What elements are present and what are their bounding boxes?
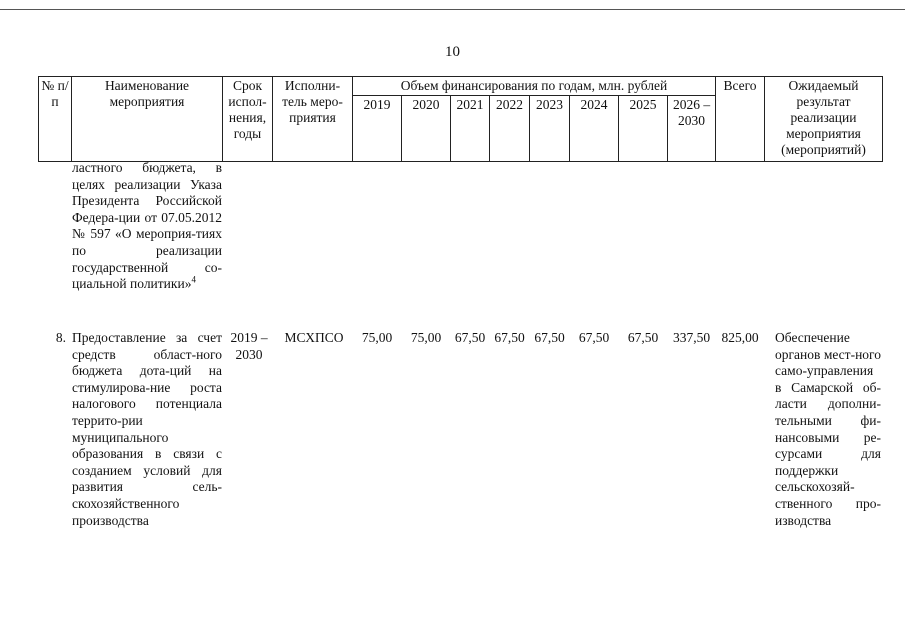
row-value-2019: 75,00 xyxy=(361,330,393,345)
row-value-2023: 67,50 xyxy=(534,330,565,345)
row-name: Предоставление за счет средств област-ного бюджета дота-ций на стимулирова-ние роста налогового потенциала террито-рии муниципального образования в связи с созданием условий для развития сель-скохозяйственного производства xyxy=(72,330,222,528)
header-year: 2023 xyxy=(530,96,570,162)
header-result: Ожидаемый результат реализации мероприятия (мероприятий) xyxy=(765,77,883,162)
header-name: Наименование мероприятия xyxy=(72,77,223,162)
header-executor: Исполни-тель меро-приятия xyxy=(273,77,353,162)
scan-top-line xyxy=(0,9,905,10)
row-executor: МСХПСО xyxy=(284,330,344,345)
row-value-2021: 67,50 xyxy=(454,330,486,345)
row-expected-result: Обеспечение органов мест-ного само-управления в Самарской об-ласти дополни-тельными фи-нансовыми ре-сурсами для поддержки сельскохозяй-ственного про-изводства xyxy=(775,330,881,528)
row-period: 2019 – 2030 xyxy=(230,330,268,362)
row-value-2026-2030: 337,50 xyxy=(672,330,711,345)
continuation-text xyxy=(72,160,222,293)
row-value-2020: 75,00 xyxy=(410,330,442,345)
row-number: 8. xyxy=(55,330,66,345)
table-header xyxy=(38,76,883,162)
page-number: 10 xyxy=(445,44,460,60)
header-num: № п/п xyxy=(39,77,72,162)
header-year: 2021 xyxy=(451,96,490,162)
row-value-total: 825,00 xyxy=(721,330,759,345)
header-year: 2022 xyxy=(490,96,530,162)
row-value-2022: 67,50 xyxy=(494,330,525,345)
header-year: 2024 xyxy=(570,96,619,162)
header-year: 2020 xyxy=(402,96,451,162)
header-year: 2026 – 2030 xyxy=(668,96,716,162)
row-value-2025: 67,50 xyxy=(627,330,659,345)
header-total: Всего xyxy=(716,77,765,162)
header-year: 2019 xyxy=(353,96,402,162)
header-funding: Объем финансирования по годам, млн. рублей xyxy=(353,77,716,96)
row-value-2024: 67,50 xyxy=(578,330,610,345)
header-period: Срок испол-нения, годы xyxy=(223,77,273,162)
continuation-body: ластного бюджета, в целях реализации Указа Президента Российской Федера-ции от 07.05.2012 № 597 «О мероприя-тиях по реализации государственной со-циальной политики» xyxy=(72,160,222,292)
footnote-marker: 4 xyxy=(191,274,196,285)
header-year: 2025 xyxy=(619,96,668,162)
